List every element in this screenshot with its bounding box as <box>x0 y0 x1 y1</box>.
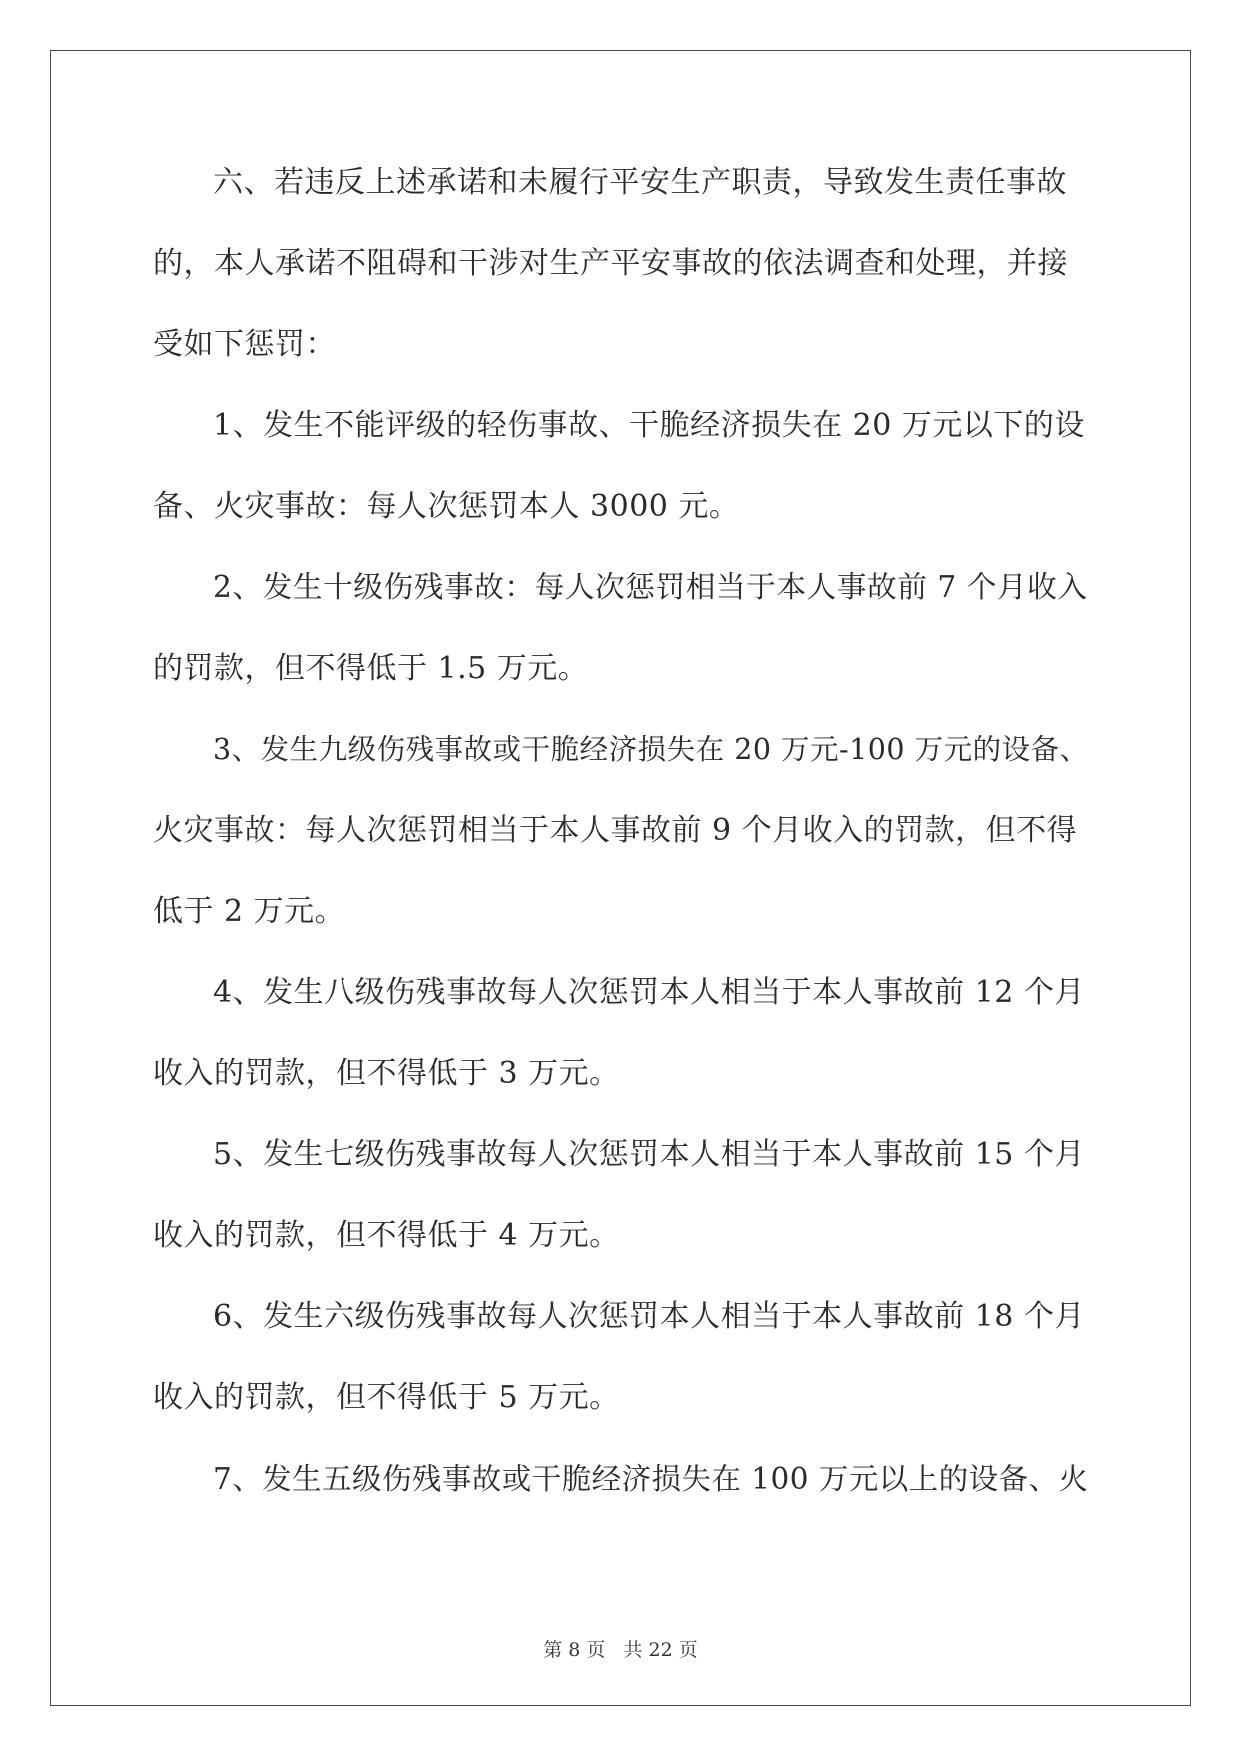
text-line: 6、发生六级伤残事故每人次惩罚本人相当于本人事故前 18 个月 <box>213 1299 1085 1334</box>
text-line: 收入的罚款，但不得低于 4 万元。 <box>153 1218 620 1253</box>
text-line: 5、发生七级伤残事故每人次惩罚本人相当于本人事故前 15 个月 <box>213 1137 1085 1172</box>
text-line: 4、发生八级伤残事故每人次惩罚本人相当于本人事故前 12 个月 <box>213 975 1085 1010</box>
text-line: 六、若违反上述承诺和未履行平安生产职责，导致发生责任事故 <box>213 165 1067 200</box>
text-line: 7、发生五级伤残事故或干脆经济损失在 100 万元以上的设备、火 <box>213 1462 1089 1496</box>
document-body <box>153 165 1088 1542</box>
text-line: 收入的罚款，但不得低于 3 万元。 <box>153 1056 620 1091</box>
text-line: 火灾事故：每人次惩罚相当于本人事故前 9 个月收入的罚款，但不得 <box>153 813 1078 848</box>
text-line: 的罚款，但不得低于 1.5 万元。 <box>153 651 589 686</box>
text-line: 低于 2 万元。 <box>153 894 346 929</box>
text-line: 1、发生不能评级的轻伤事故、干脆经济损失在 20 万元以下的设 <box>213 408 1085 443</box>
text-line: 的，本人承诺不阻碍和干涉对生产平安事故的依法调查和处理，并接 <box>153 246 1068 281</box>
total-pages: 共 22 页 <box>623 1639 698 1661</box>
page-number: 第 8 页 <box>543 1639 606 1661</box>
text-line: 备、火灾事故：每人次惩罚本人 3000 元。 <box>153 489 740 524</box>
page-footer <box>0 1635 1241 1662</box>
text-line: 3、发生九级伤残事故或干脆经济损失在 20 万元-100 万元的设备、 <box>213 733 1089 766</box>
text-line: 收入的罚款，但不得低于 5 万元。 <box>153 1380 620 1415</box>
text-line: 受如下惩罚： <box>153 327 336 362</box>
text-line: 2、发生十级伤残事故：每人次惩罚相当于本人事故前 7 个月收入 <box>213 570 1088 605</box>
